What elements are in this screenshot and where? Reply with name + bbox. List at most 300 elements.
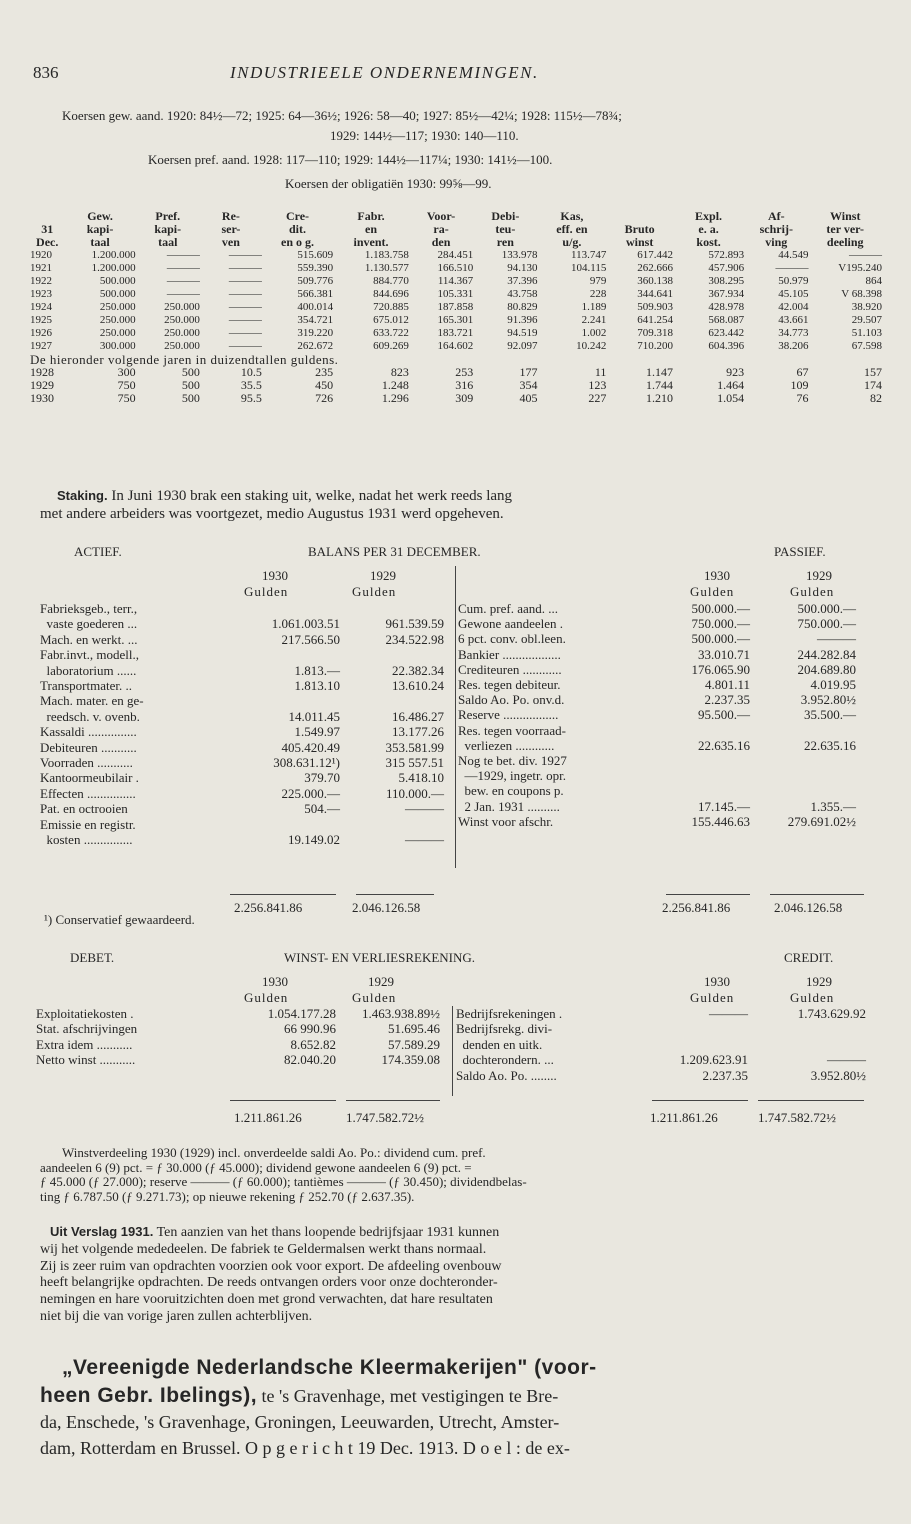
actief-row [40, 616, 444, 631]
stats-cell: 165.301 [437, 314, 474, 326]
actief-value-1929 [340, 817, 444, 832]
stats-cell: 250.000 [164, 340, 200, 352]
stats-header-cell: Winst [829, 209, 861, 223]
stats-cell: 123 [588, 378, 607, 392]
passief-value-1929: 204.689.80 [797, 661, 856, 677]
company-name-line-1: „Vereenigde Nederlandsche Kleermakerijen" (voor- [62, 1356, 597, 1379]
actief-value-1930: 217.566.50 [281, 631, 340, 647]
winst-credit-list [456, 1006, 866, 1083]
passief-label: Res. tegen debiteur. [458, 677, 561, 693]
actief-value-1930: 1.549.97 [294, 724, 340, 740]
stats-header-cell: taal [90, 235, 110, 249]
actief-value-1929 [340, 601, 444, 616]
stats-cell: 10.242 [576, 340, 607, 352]
stats-cell: 710.200 [637, 340, 673, 352]
balans-year-left-2: 1929 [370, 568, 396, 583]
stats-cell: 94.519 [507, 327, 538, 339]
winst-divider [452, 1006, 453, 1096]
winst-sum-line-1 [230, 1100, 336, 1101]
stats-cell: ——— [228, 288, 262, 300]
credit-value-1929: 1.743.629.92 [797, 1006, 866, 1021]
actief-label: Transportmater. .. [40, 678, 132, 694]
staking-text-1: In Juni 1930 brak een staking uit, welke, nadat het werk reeds lang [107, 488, 513, 504]
passief-value-1929: ——— [817, 631, 856, 647]
stats-cell: 82 [870, 391, 882, 405]
actief-value-1929: ——— [405, 801, 444, 817]
stats-cell: 923 [726, 365, 745, 379]
stats-cell: 114.367 [437, 275, 474, 287]
stats-cell: 568.087 [708, 314, 745, 326]
passief-row [458, 616, 856, 631]
debet-label: Extra idem ........... [36, 1036, 133, 1052]
passief-row [458, 692, 856, 707]
passief-value-1929: 35.500.— [804, 707, 856, 723]
credit-row [456, 1068, 866, 1083]
actief-label: Mach. mater. en ge- [40, 693, 144, 709]
actief-value-1930: 1.061.003.51 [271, 616, 340, 632]
stats-cell: 457.906 [708, 262, 745, 274]
passief-value-1929 [750, 723, 856, 738]
stats-header-cell: kapi- [154, 222, 182, 236]
stats-cell: 2.241 [581, 314, 607, 326]
passief-label: 6 pct. conv. obl.leen. [458, 631, 566, 647]
actief-row [40, 755, 444, 770]
actief-value-1930: 14.011.45 [288, 708, 340, 724]
passief-value-1929: 22.635.16 [804, 737, 856, 753]
credit-label: Bedrijfsrekg. divi- [456, 1021, 553, 1037]
debet-row [36, 1021, 440, 1036]
credit-value-1930: ——— [709, 1006, 748, 1021]
stats-cell: 617.442 [637, 249, 673, 261]
passief-value-1930 [654, 723, 750, 738]
stats-cell: 566.381 [297, 288, 334, 300]
balans-unit-right-1: Gulden [690, 584, 735, 599]
stats-header-cell: ving [765, 235, 788, 249]
actief-value-1930: 379.70 [304, 770, 340, 786]
stats-cell: 844.696 [373, 288, 409, 300]
stats-cell: 95.5 [240, 391, 262, 405]
stats-header-cell: schrij- [759, 222, 793, 236]
passief-row [458, 707, 856, 722]
stats-cell: ——— [775, 262, 809, 274]
verslag-line: heeft belangrijke opdrachten. De reeds ontvangen orders voor onze dochteronder- [40, 1275, 498, 1291]
stats-note: De hieronder volgende jaren in duizendtallen guldens. [30, 352, 339, 367]
stats-cell: 1921 [30, 262, 52, 274]
actief-label: Pat. en octrooien [40, 801, 128, 817]
winst-sum-line-3 [652, 1100, 748, 1101]
credit-value-1929: ——— [827, 1052, 866, 1068]
actief-value-1930 [230, 647, 340, 662]
passief-label: bew. en coupons p. [458, 783, 564, 799]
stats-cell: 1.189 [581, 301, 607, 313]
credit-label: Bedrijfsrekeningen . [456, 1006, 563, 1021]
winst-sum-line-4 [758, 1100, 864, 1101]
stats-cell: 43.758 [507, 288, 538, 300]
stats-cell: 309 [455, 391, 474, 405]
stats-cell: 864 [865, 275, 882, 287]
winst-total-right-1930: 1.211.861.26 [650, 1110, 718, 1125]
company-line-2 [40, 1384, 558, 1408]
actief-row [40, 709, 444, 724]
balans-title: BALANS PER 31 DECEMBER. [308, 544, 481, 559]
credit-row [456, 1052, 866, 1067]
actief-label: reedsch. v. ovenb. [40, 708, 140, 724]
actief-value-1929: 315 557.51 [385, 755, 444, 771]
actief-value-1930: 1.813.— [294, 662, 340, 678]
actief-value-1929: ——— [405, 832, 444, 848]
quotes-line-3: Koersen pref. aand. 1928: 117—110; 1929: 144½—117¼; 1930: 141½—100. [148, 152, 553, 167]
actief-row [40, 786, 444, 801]
stats-cell: 38.920 [851, 301, 882, 313]
quotes-line-2: 1929: 144½—117; 1930: 140—110. [330, 128, 519, 143]
quotes-line-1: Koersen gew. aand. 1920: 84½—72; 1925: 64—36½; 1926: 58—40; 1927: 85½—42¼; 1928: 115½—78¾; [62, 108, 622, 123]
stats-cell: 675.012 [373, 314, 409, 326]
stats-cell: 300.000 [99, 340, 136, 352]
actief-row [40, 770, 444, 785]
stats-cell: 253 [455, 365, 474, 379]
stats-cell: 250.000 [164, 314, 200, 326]
stats-cell: 1.183.758 [364, 249, 409, 261]
passief-label: Bankier .................. [458, 646, 561, 662]
stats-cell: 609.269 [373, 340, 409, 352]
passief-value-1930: 750.000.— [691, 616, 750, 632]
passief-value-1929: 3.952.80½ [800, 692, 856, 708]
winst-year-right-1: 1930 [704, 974, 730, 989]
stats-cell: 34.773 [778, 327, 809, 339]
stats-cell: 515.609 [297, 249, 334, 261]
stats-header-cell: Dec. [36, 235, 59, 249]
credit-value-1930: 2.237.35 [702, 1067, 748, 1083]
winst-title: WINST- EN VERLIESREKENING. [284, 950, 476, 965]
stats-cell: 400.014 [297, 301, 334, 313]
stats-cell: 1929 [30, 378, 54, 392]
stats-row [30, 288, 882, 301]
passief-label: —1929, ingetr. opr. [458, 768, 566, 784]
stats-cell: 104.115 [571, 262, 607, 274]
stats-cell: 500 [181, 365, 200, 379]
passief-row [458, 662, 856, 677]
verslag-line: Zij is zeer ruim van opdrachten voorzien ook voor export. De afdeeling ovenbouw [40, 1258, 502, 1274]
stats-row [30, 314, 882, 327]
winstverdeeling-line: ting ƒ 6.787.50 (ƒ 9.271.73); op nieuwe rekening ƒ 252.70 (ƒ 2.637.35). [40, 1188, 415, 1204]
winst-unit-right-1: Gulden [690, 990, 735, 1005]
actief-row [40, 817, 444, 832]
stats-cell: ——— [228, 340, 262, 352]
stats-header-row [30, 236, 882, 249]
credit-row [456, 1037, 866, 1052]
passief-label: Nog te bet. div. 1927 [458, 753, 567, 769]
balans-actief-list [40, 601, 444, 848]
winst-credit-title: CREDIT. [784, 950, 834, 965]
stats-cell: 187.858 [437, 301, 474, 313]
stats-cell: 45.105 [778, 288, 809, 300]
stats-header-cell: 31 [41, 222, 54, 236]
staking-label: Staking. [57, 488, 108, 503]
stats-cell: 354 [519, 378, 538, 392]
stats-cell: 1930 [30, 391, 54, 405]
company-line-3: da, Enschede, 's Gravenhage, Groningen, Leeuwarden, Utrecht, Amster- [40, 1412, 560, 1432]
passief-label: Res. tegen voorraad- [458, 722, 566, 738]
debet-value-1930: 1.054.177.28 [267, 1006, 336, 1021]
debet-value-1929: 57.589.29 [388, 1036, 440, 1052]
balans-total-right-1930: 2.256.841.86 [662, 900, 731, 915]
winst-total-left-1929: 1.747.582.72½ [346, 1110, 424, 1125]
stats-row [30, 301, 882, 314]
passief-value-1929: 4.019.95 [810, 677, 856, 693]
stats-header-cell: dit. [289, 222, 307, 236]
actief-value-1930: 308.631.12¹) [273, 755, 340, 771]
passief-value-1929: 244.282.84 [797, 646, 856, 662]
stats-cell: 979 [589, 275, 607, 287]
stats-cell: 300 [117, 365, 136, 379]
actief-row [40, 647, 444, 662]
credit-label: dochterondern. ... [456, 1052, 554, 1068]
debet-row [36, 1006, 440, 1021]
actief-row [40, 693, 444, 708]
passief-row [458, 677, 856, 692]
verslag-line: nemingen en hare vooruitzichten doen met grond verwachten, dat hare resultaten [40, 1292, 493, 1308]
passief-value-1930: 176.065.90 [691, 661, 750, 677]
actief-label: Emissie en registr. [40, 816, 136, 832]
stats-header-cell: Re- [221, 209, 240, 223]
stats-header-cell: eff. en [556, 222, 588, 236]
stats-cell: 450 [315, 378, 334, 392]
credit-value-1930: 1.209.623.91 [679, 1052, 748, 1068]
stats-header-cell: Fabr. [357, 209, 385, 223]
stats-header-cell: Pref. [155, 209, 181, 223]
stats-header-cell: deeling [826, 235, 864, 249]
stats-cell: 250.000 [164, 327, 200, 339]
passief-value-1930: 95.500.— [698, 707, 750, 723]
stats-header-cell: Voor- [426, 209, 456, 223]
stats-cell: 80.829 [507, 301, 538, 313]
stats-row [30, 392, 882, 405]
stats-row [30, 249, 882, 262]
stats-cell: 720.885 [373, 301, 409, 313]
passief-value-1930 [654, 783, 750, 798]
stats-cell: 174 [864, 378, 882, 392]
stats-header-cell: Debi- [491, 209, 520, 223]
winst-year-right-2: 1929 [806, 974, 832, 989]
balans-unit-right-2: Gulden [790, 584, 835, 599]
actief-value-1929: 5.418.10 [398, 770, 444, 786]
stats-header-cell: en [365, 222, 377, 236]
stats-cell: 1.200.000 [91, 262, 136, 274]
stats-cell: 94.130 [507, 262, 538, 274]
actief-label: Effecten ............... [40, 785, 136, 801]
winst-total-right-1929: 1.747.582.72½ [758, 1110, 836, 1125]
winst-debet-list [36, 1006, 440, 1068]
stats-cell: 360.138 [637, 275, 673, 287]
stats-header-cell: kost. [696, 235, 721, 249]
stats-cell: ——— [166, 262, 200, 274]
actief-value-1929: 13.177.26 [392, 724, 444, 740]
passief-row [458, 723, 856, 738]
stats-header-cell: taal [158, 235, 178, 249]
winstverdeeling-line: Winstverdeeling 1930 (1929) incl. onverdeelde saldi Ao. Po.: dividend cum. pref. [62, 1145, 486, 1160]
stats-cell: ——— [166, 275, 200, 287]
stats-cell: 109 [790, 378, 809, 392]
passief-row [458, 814, 856, 829]
stats-cell: 235 [315, 365, 334, 379]
stats-cell: V 68.398 [841, 288, 882, 300]
balans-year-right-2: 1929 [806, 568, 832, 583]
stats-cell: 1924 [30, 301, 52, 313]
actief-label: Fabrieksgeb., terr., [40, 601, 138, 616]
stats-cell: 1.147 [645, 365, 673, 379]
passief-value-1929: 500.000.— [797, 601, 856, 616]
stats-table [30, 210, 882, 405]
stats-cell: 262.672 [297, 340, 334, 352]
passief-value-1930 [654, 753, 750, 768]
debet-label: Netto winst ........... [36, 1052, 136, 1068]
company-location: te 's Gravenhage, met vestigingen te Bre- [257, 1386, 559, 1406]
stats-cell: 750 [117, 378, 136, 392]
debet-value-1930: 66 990.96 [284, 1021, 336, 1037]
balans-sum-line-4 [770, 894, 864, 895]
winst-total-left-1930: 1.211.861.26 [234, 1110, 302, 1125]
actief-value-1929 [340, 693, 444, 708]
stats-cell: 1922 [30, 275, 52, 287]
stats-header-cell: teu- [495, 222, 516, 236]
stats-cell: 51.103 [851, 327, 882, 339]
stats-cell: 750 [117, 391, 136, 405]
stats-cell: 10.5 [240, 365, 262, 379]
stats-cell: 92.097 [507, 340, 538, 352]
stats-cell: 50.979 [778, 275, 809, 287]
balans-year-right-1: 1930 [704, 568, 730, 583]
stats-header-cell: Kas, [560, 209, 584, 223]
stats-header-cell: Gew. [87, 209, 113, 223]
stats-cell: 228 [589, 288, 607, 300]
stats-cell: 250.000 [99, 327, 136, 339]
passief-value-1930: 155.446.63 [691, 813, 750, 829]
passief-value-1930: 4.801.11 [704, 677, 750, 693]
actief-value-1930: 1.813.10 [294, 678, 340, 694]
stats-cell: 1.210 [645, 391, 673, 405]
passief-value-1929: 1.355.— [810, 798, 856, 814]
winst-debet-title: DEBET. [70, 950, 115, 965]
stats-header-cell: Expl. [695, 209, 723, 223]
debet-row [36, 1052, 440, 1067]
passief-value-1930: 2.237.35 [704, 692, 750, 708]
stats-row [30, 275, 882, 288]
stats-cell: 43.661 [778, 314, 809, 326]
passief-value-1929 [750, 768, 856, 783]
passief-value-1930: 17.145.— [698, 798, 750, 814]
stats-cell: 37.396 [507, 275, 538, 287]
credit-row [456, 1006, 866, 1021]
stats-cell: 133.978 [501, 249, 538, 261]
stats-header-cell: ven [221, 235, 240, 249]
stats-cell: 38.206 [778, 340, 809, 352]
stats-cell: 76 [796, 391, 809, 405]
balans-sum-line-2 [356, 894, 434, 895]
stats-cell: ——— [228, 262, 262, 274]
stats-cell: 884.770 [373, 275, 409, 287]
balans-total-right-1929: 2.046.126.58 [774, 900, 843, 915]
quotes-line-4: Koersen der obligatiën 1930: 99⅝—99. [285, 176, 492, 191]
stats-cell: 166.510 [437, 262, 474, 274]
verslag-text: Ten aanzien van het thans loopende bedrijfsjaar 1931 kunnen [153, 1225, 500, 1240]
staking-paragraph-line-2: met andere arbeiders was voortgezet, medio Augustus 1931 werd opgeheven. [40, 506, 504, 522]
stats-cell: 308.295 [708, 275, 745, 287]
passief-label: 2 Jan. 1931 .......... [458, 798, 560, 814]
actief-value-1929: 353.581.99 [385, 739, 444, 755]
stats-cell: 500.000 [99, 275, 136, 287]
staking-paragraph-line-1 [57, 488, 512, 505]
stats-cell: 227 [588, 391, 607, 405]
stats-cell: 113.747 [571, 249, 607, 261]
debet-label: Stat. afschrijvingen [36, 1021, 138, 1037]
stats-cell: ——— [228, 327, 262, 339]
stats-cell: V195.240 [838, 262, 882, 274]
actief-value-1929: 16.486.27 [392, 708, 444, 724]
stats-header-cell: ra- [433, 222, 449, 236]
balans-passief-title: PASSIEF. [774, 544, 826, 559]
balans-year-left-1: 1930 [262, 568, 288, 583]
passief-value-1929 [750, 753, 856, 768]
passief-value-1929: 279.691.02½ [787, 813, 856, 829]
running-title: INDUSTRIEELE ONDERNEMINGEN. [230, 63, 539, 82]
stats-header-cell: Af- [767, 209, 785, 223]
winst-unit-right-2: Gulden [790, 990, 835, 1005]
actief-label: Fabr.invt., modell., [40, 647, 139, 663]
passief-value-1929: 750.000.— [797, 616, 856, 632]
stats-cell: 44.549 [778, 249, 809, 261]
passief-label: Cum. pref. aand. ... [458, 601, 559, 616]
stats-cell: 604.396 [708, 340, 745, 352]
stats-cell: 500 [181, 391, 200, 405]
actief-value-1930 [230, 693, 340, 708]
stats-cell: 67.598 [851, 340, 882, 352]
balans-sum-line-1 [230, 894, 336, 895]
passief-label: Reserve ................. [458, 707, 559, 723]
balans-unit-left-2: Gulden [352, 584, 397, 599]
stats-cell: 1.296 [381, 391, 409, 405]
stats-cell: 500 [181, 378, 200, 392]
stats-cell: 319.220 [297, 327, 334, 339]
stats-cell: 709.318 [637, 327, 673, 339]
stats-cell: 164.602 [437, 340, 474, 352]
actief-row [40, 663, 444, 678]
stats-cell: 177 [519, 365, 538, 379]
winstverdeeling-paragraph [40, 1146, 880, 1204]
stats-header-cell: Cre- [285, 209, 310, 223]
stats-header-cell: e. a. [698, 222, 719, 236]
stats-cell: 726 [315, 391, 334, 405]
debet-value-1929: 1.463.938.89½ [362, 1006, 440, 1021]
stats-cell: 1.054 [717, 391, 745, 405]
actief-value-1930: 504.— [304, 801, 340, 817]
stats-header-cell: ter ver- [826, 222, 865, 236]
passief-value-1930 [654, 768, 750, 783]
passief-row [458, 738, 856, 753]
winst-year-left-1: 1930 [262, 974, 288, 989]
passief-row [458, 799, 856, 814]
balans-divider [455, 566, 456, 868]
stats-cell: 633.722 [373, 327, 409, 339]
actief-row [40, 678, 444, 693]
debet-value-1930: 8.652.82 [290, 1036, 336, 1052]
passief-row [458, 783, 856, 798]
balans-sum-line-3 [666, 894, 750, 895]
company-name-line-2: heen Gebr. Ibelings), [40, 1384, 258, 1407]
passief-label: Winst voor afschr. [458, 813, 554, 829]
company-line-4: dam, Rotterdam en Brussel. O p g e r i c h t 19 Dec. 1913. D o e l : de ex- [40, 1438, 570, 1458]
balans-actief-title: ACTIEF. [74, 544, 122, 559]
stats-cell: 105.331 [437, 288, 474, 300]
